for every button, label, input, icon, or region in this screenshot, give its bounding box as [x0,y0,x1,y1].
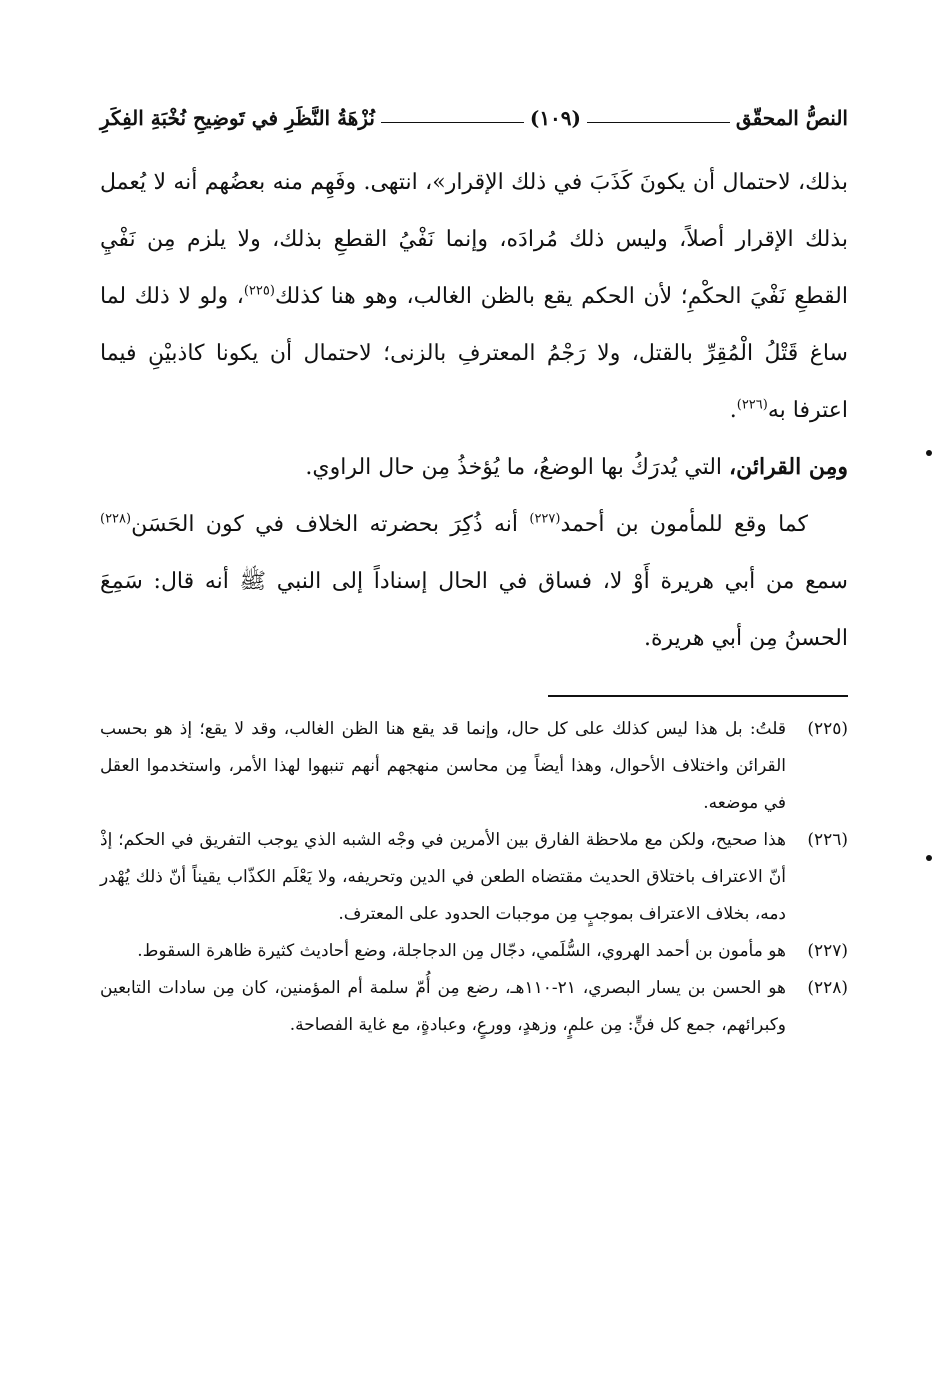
footnote-number: (٢٢٥) [807,719,848,739]
footnote-text: هذا صحيح، ولكن مع ملاحظة الفارق بين الأمرين في وجْه الشبه الذي يوجب التفريق في الحكم؛ إذْ أنّ الاعتراف باختلاق الحديث مقتضاه الطعن في الدين وتحريفه، ولا يَعْلَم الكذّاب يقيناً أنّ ذلك يُهْدر دمه، بخلاف الاعتراف بموجبٍ مِن موجبات الحدود على المعترف. [100,830,786,924]
footnote-number: (٢٢٧) [807,941,848,961]
footnote-228 [100,970,848,1044]
header-right-title: النصُّ المحقّق [735,106,848,130]
footnote-ref-225[interactable]: (٢٢٥) [243,283,275,299]
header-rule-left [381,122,524,123]
paragraph-3: كما وقع للمأمون بن أحمد$^{(٢٢٧)}$ أنه ذُكِرَ بحضرته الخلاف في كون الحَسَن$^{(٢٢٨)}$ سمع من أبي هريرة أَوْ لا، فساق في الحال إسناداً إلى النبي ﷺ أنه قال: سَمِعَ الحسنُ مِن أبي هريرة. [100,511,848,651]
footnote-separator [548,695,848,697]
footnote-number: (٢٢٦) [807,830,848,850]
footnote-text: هو الحسن بن يسار البصري، ٢١-١١٠هـ، رضع مِن أُمّ سلمة أم المؤمنين، كان مِن سادات التابعين وكبرائهم، جمع كل فنٍّ: مِن علمٍ، وزهدٍ، وورعٍ، وعبادةٍ، مع غاية الفصاحة. [100,978,786,1035]
footnote-ref-228[interactable]: (٢٢٨) [100,511,132,527]
footnote-227 [100,933,848,970]
section-lead: ومِن القرائن، [729,454,848,480]
main-text [100,154,848,667]
paragraph-2: ومِن القرائن، التي يُدرَكُ بها الوضعُ، ما يُؤخذُ مِن حال الراوي. [305,454,848,480]
scan-mark-top [926,450,932,456]
page-header [100,98,848,138]
scan-mark-bottom [926,855,932,861]
footnote-number: (٢٢٨) [807,978,848,998]
footnote-ref-226[interactable]: (٢٢٦) [736,397,768,413]
header-rule-right [587,122,730,123]
document-page [100,98,848,1044]
footnotes [100,711,848,1044]
footnote-225 [100,711,848,822]
footnote-text: قلتُ: بل هذا ليس كذلك على كل حال، وإنما قد يقع هنا الظن الغالب، وقد لا يقع؛ إذ هو بحسب القرائن واختلاف الأحوال، وهذا أيضاً مِن محاسن منهجهم أنهم تنبهوا لهذا الأمر، واستخدموا العقل في موضعه. [100,719,786,813]
footnote-226 [100,822,848,933]
footnote-text: هو مأمون بن أحمد الهروي، السُّلَمي، دجّال مِن الدجاجلة، وضع أحاديث كثيرة ظاهرة السقوط. [137,941,786,961]
paragraph-1: بذلك، لاحتمال أن يكونَ كَذَبَ في ذلك الإقرار»، انتهى. وفَهِم منه بعضُهم أنه لا يُعمل بذلك الإقرار أصلاً، وليس ذلك مُرادَه، وإنما نَفْيُ القطعِ بذلك، ولا يلزم مِن نَفْيِ القطعِ نَفْيَ الحكْمِ؛ لأن الحكم يقع بالظن الغالب، وهو هنا كذلك$^{(٢٢٥)}$، ولو لا ذلك لما ساغ قَتْلُ الْمُقِرِّ بالقتل، ولا رَجْمُ المعترفِ بالزنى؛ لاحتمال أن يكونا كاذبيْنِ فيما اعترفا به$^{(٢٢٦)}$. [100,170,849,423]
footnote-ref-227[interactable]: (٢٢٧) [529,511,561,527]
page-number: (١٠٩) [529,106,582,130]
header-left-title: نُزْهَةُ النَّظَرِ في تَوضِيحِ نُخْبَةِ الفِكَرِ [99,106,375,130]
